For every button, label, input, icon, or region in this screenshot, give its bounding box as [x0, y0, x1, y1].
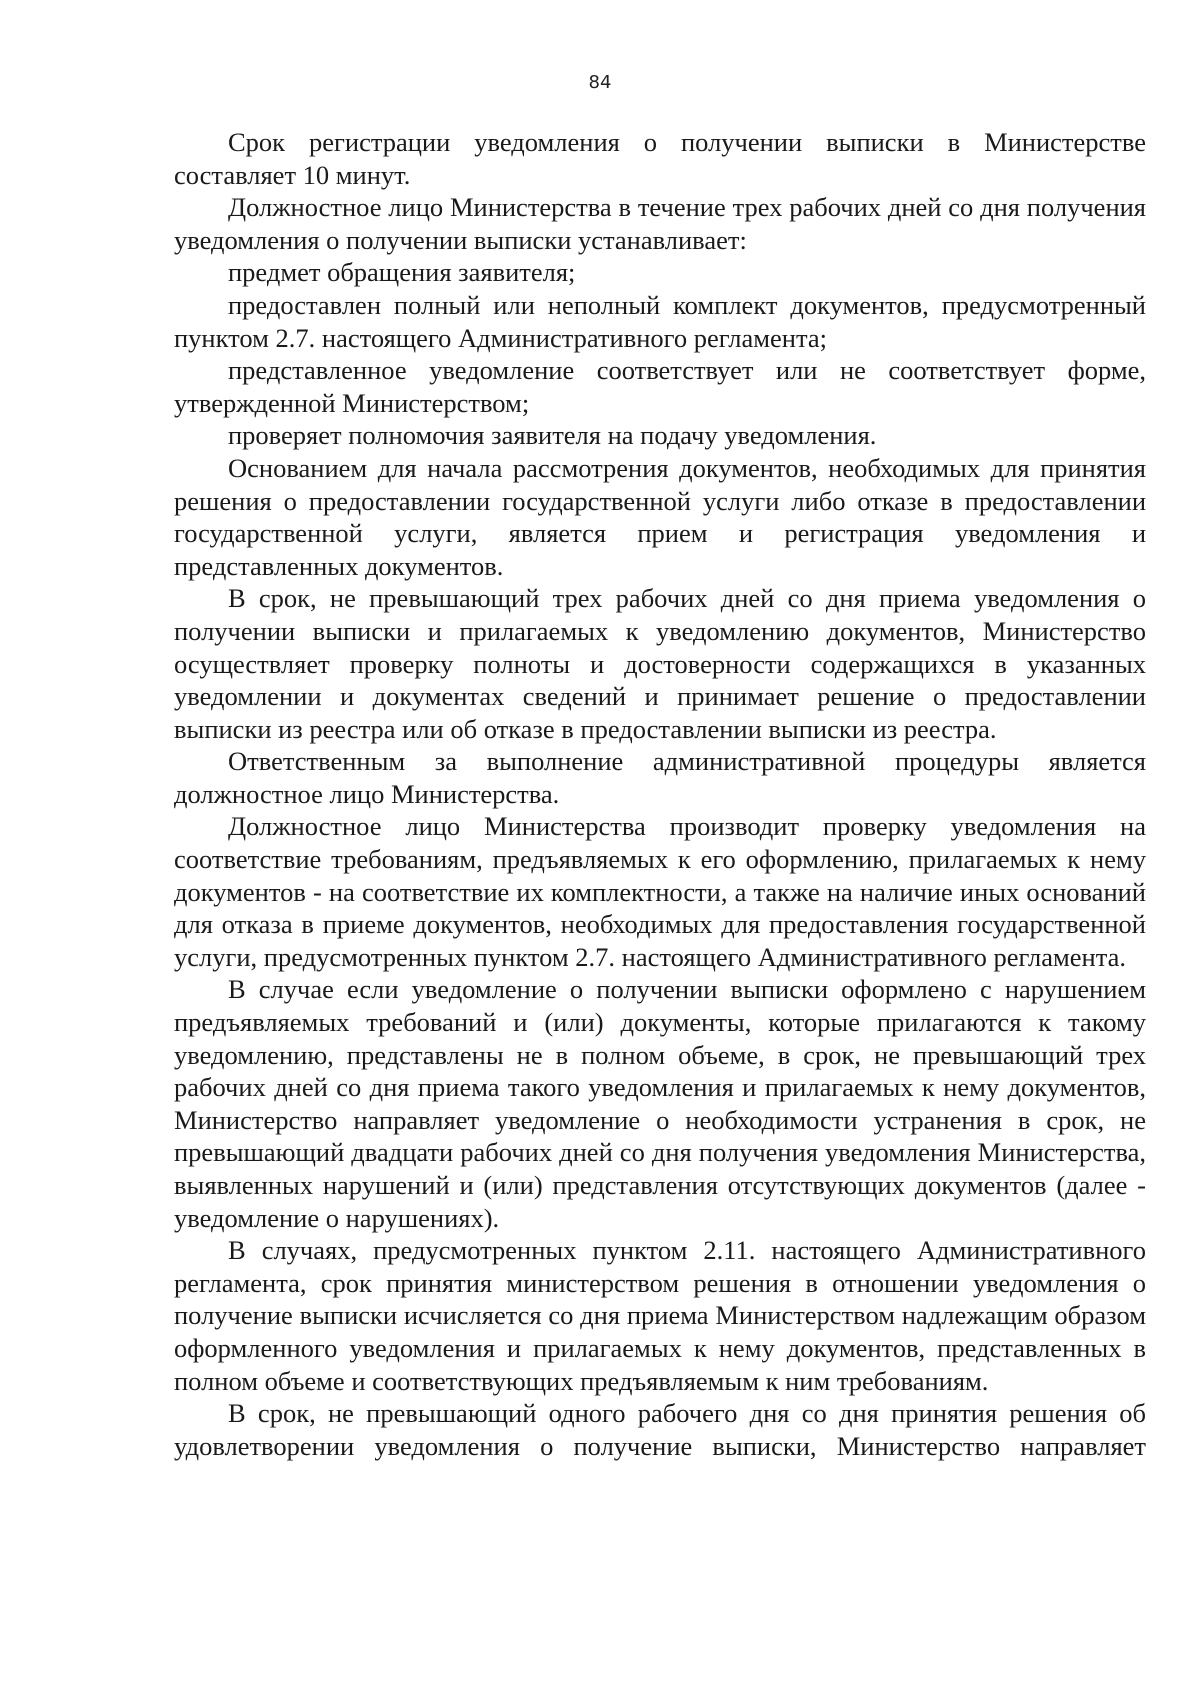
paragraph-authority-check: проверяет полномочия заявителя на подачу уведомления. [228, 420, 877, 451]
paragraph-verification-period: В срок, не превышающий трех рабочих дней со дня приема уведомления о получении выписки и прилагаемых к уведомлению документов, Министерство осуществляет проверку полноты и достоверности содержащихся в указанных уведомлении и документах сведений и принимает решение о предоставлении выписки из реестра или об отказе в предоставлении выписки из реестра. [174, 583, 1146, 744]
document-body [174, 126, 1146, 1462]
paragraph-violations-case: В случае если уведомление о получении выписки оформлено с нарушением предъявляемых требований и (или) документы, которые прилагаются к такому уведомлению, представлены не в полном объеме, в срок, не превышающий трех рабочих дней со дня приема такого уведомления и прилагаемых к нему документов, Министерство направляет уведомление о необходимости устранения в срок, не превышающий двадцати рабочих дней со дня получения уведомления Министерства, выявленных нарушений и (или) представления отсутствующих документов (далее - уведомление о нарушениях). [174, 974, 1146, 1233]
paragraph-official-establishes: Должностное лицо Министерства в течение трех рабочих дней со дня получения уведомления о получении выписки устанавливает: [174, 192, 1146, 255]
paragraph-grounds-for-review: Основанием для начала рассмотрения документов, необходимых для принятия решения о предоставлении государственной услуги либо отказе в предоставлении государственной услуги, является прием и регистрация уведомления и представленных документов. [174, 452, 1146, 581]
paragraph-subject-of-request: предмет обращения заявителя; [228, 257, 576, 288]
paragraph-registration-time: Срок регистрации уведомления о получении выписки в Министерстве составляет 10 минут. [174, 127, 1146, 190]
paragraph-document-set: предоставлен полный или неполный комплект документов, предусмотренный пунктом 2.7. настоящего Административного регламента; [174, 289, 1146, 353]
paragraph-responsible-person: Ответственным за выполнение административной процедуры является должностное лицо Министерства. [174, 746, 1146, 809]
page-number: 84 [588, 72, 612, 93]
paragraph-notification-check: Должностное лицо Министерства производит проверку уведомления на соответствие требованиям, предъявляемых к его оформлению, прилагаемых к нему документов - на соответствие их комплектности, а также на наличие иных оснований для отказа в приеме документов, необходимых для предоставления государственной услуги, предусмотренных пунктом 2.7. настоящего Административного регламента. [174, 811, 1146, 972]
paragraph-approval-notice: В срок, не превышающий одного рабочего дня со дня принятия решения об удовлетворении уведомления о получение выписки, Министерство направляет [174, 1398, 1146, 1461]
paragraph-decision-period: В случаях, предусмотренных пунктом 2.11. настоящего Административного регламента, срок принятия министерством решения в отношении уведомления о получение выписки исчисляется со дня приема Министерством надлежащим образом оформленного уведомления и прилагаемых к нему документов, представленных в полном объеме и соответствующих предъявляемым к ним требованиям. [174, 1235, 1146, 1396]
paragraph-form-compliance: представленное уведомление соответствует или не соответствует форме, утвержденной Министерством; [174, 355, 1146, 418]
